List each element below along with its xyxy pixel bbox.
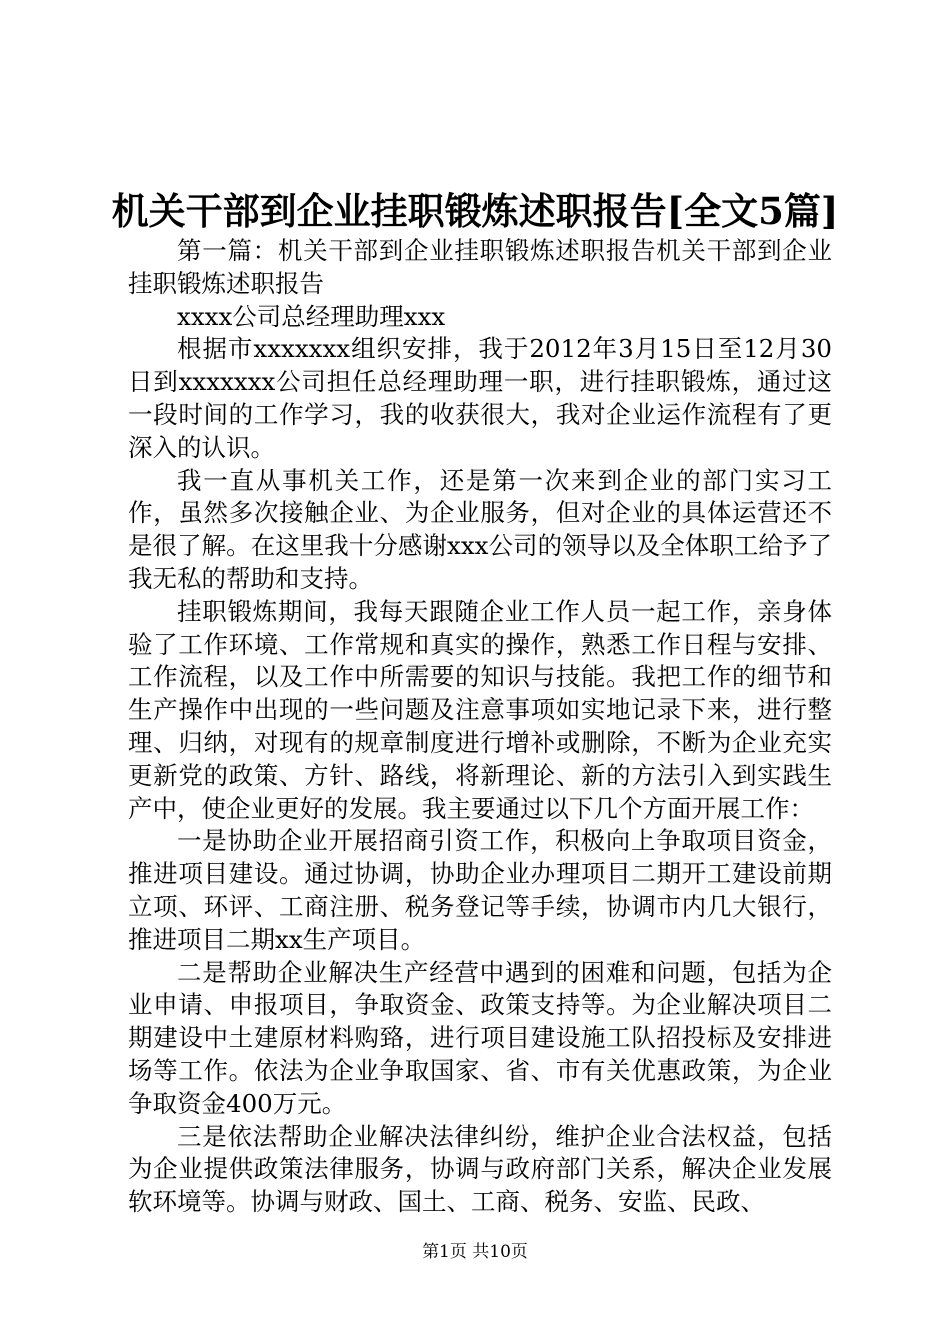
body-paragraph: 二是帮助企业解决生产经营中遇到的困难和问题，包括为企业申请、申报项目，争取资金、政策支持等。为企业解决项目二期建设中土建原材料购臵，进行项目建设施工队招投标及安排进场等工作。依法为企业争取国家、省、市有关优惠政策，为企业争取资金400万元。 (128, 957, 832, 1118)
body-paragraph: 根据市xxxxxxx组织安排，我于2012年3月15日至12月30日到xxxxxxx公司担任总经理助理一职，进行挂职锻炼，通过这一段时间的工作学习，我的收获很大，我对企业运作流程有了更深入的认识。 (128, 334, 832, 462)
document-title: 机关干部到企业挂职锻炼述职报告[全文5篇] (111, 189, 839, 233)
body-paragraph: 三是依法帮助企业解决法律纠纷，维护企业合法权益，包括为企业提供政策法律服务，协调与政府部门关系，解决企业发展软环境等。协调与财政、国土、工商、税务、安监、民政、 (128, 1121, 832, 1217)
body-paragraph: xxxx公司总经理助理xxx (177, 301, 446, 331)
document-body (128, 235, 832, 1219)
body-paragraph: 第一篇：机关干部到企业挂职锻炼述职报告机关干部到企业挂职锻炼述职报告 (128, 236, 832, 298)
body-paragraph: 我一直从事机关工作，还是第一次来到企业的部门实习工作，虽然多次接触企业、为企业服务，但对企业的具体运营还不是很了解。在这里我十分感谢xxx公司的领导以及全体职工给予了我无私的帮助和支持。 (128, 465, 832, 593)
page-number-footer: 第1页 共10页 (422, 1242, 528, 1262)
body-paragraph: 一是协助企业开展招商引资工作，积极向上争取项目资金，推进项目建设。通过协调，协助企业办理项目二期开工建设前期立项、环评、工商注册、税务登记等手续，协调市内几大银行，推进项目二期xx生产项目。 (128, 826, 832, 954)
body-paragraph: 挂职锻炼期间，我每天跟随企业工作人员一起工作，亲身体验了工作环境、工作常规和真实的操作，熟悉工作日程与安排、工作流程，以及工作中所需要的知识与技能。我把工作的细节和生产操作中出现的一些问题及注意事项如实地记录下来，进行整理、归纳，对现有的规章制度进行增补或删除，不断为企业充实更新党的政策、方针、路线，将新理论、新的方法引入到实践生产中，使企业更好的发展。我主要通过以下几个方面开展工作： (128, 596, 832, 823)
